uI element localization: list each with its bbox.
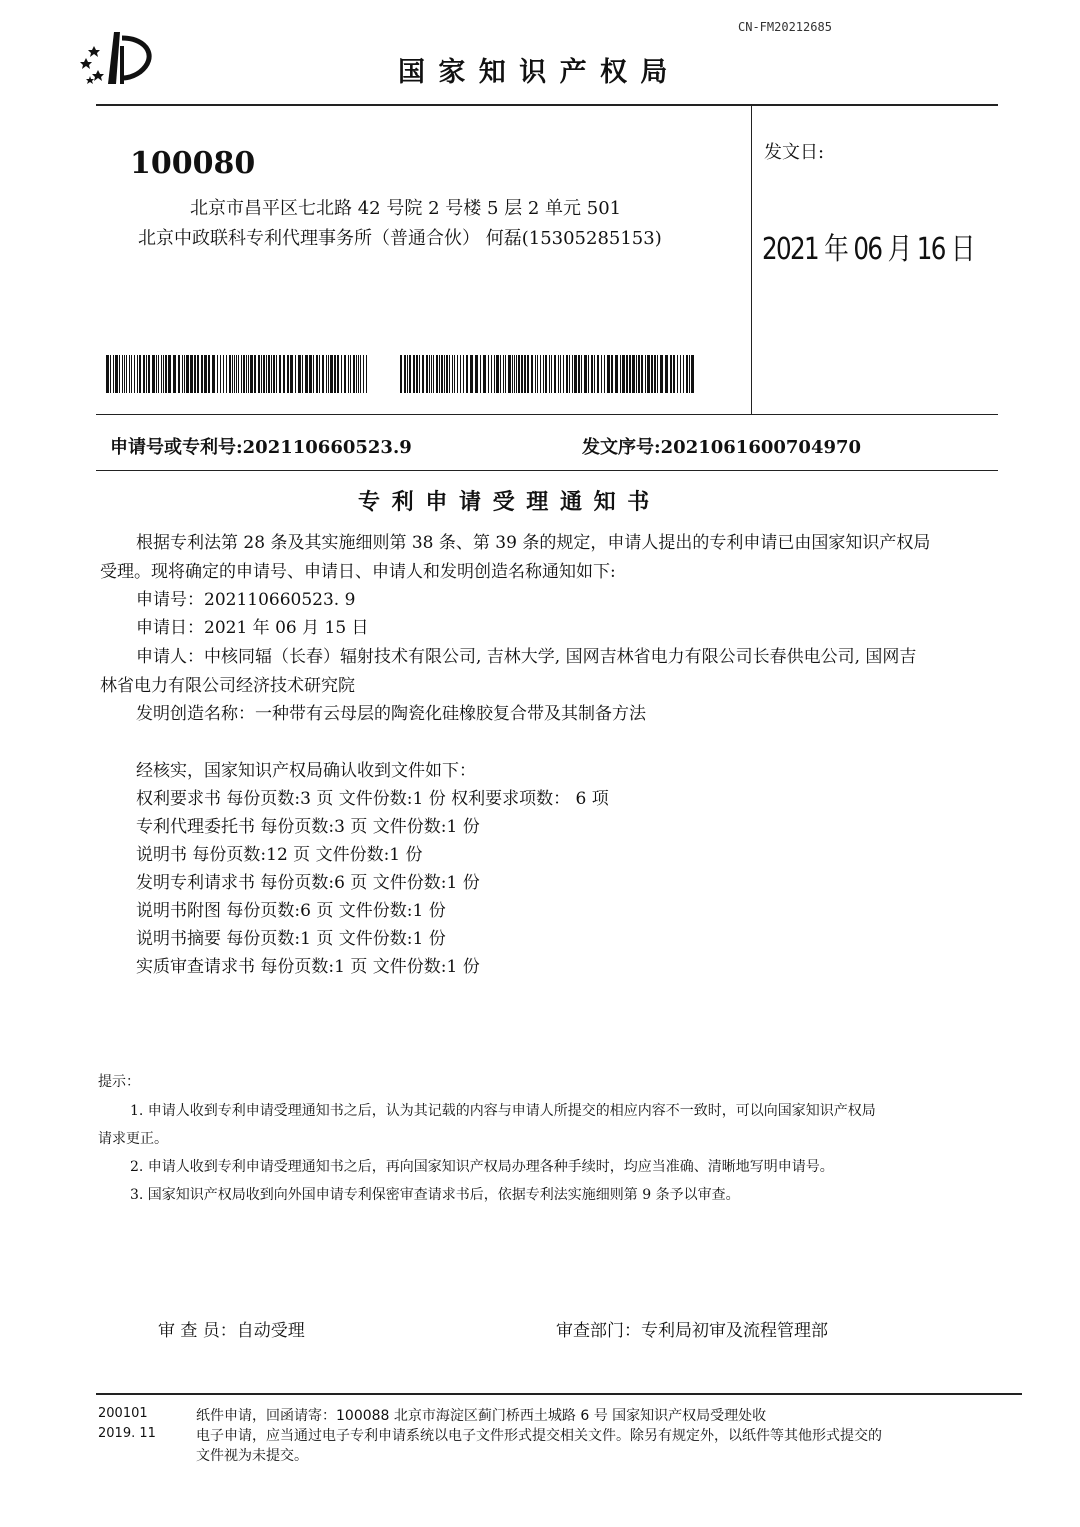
barcode-stripe [279, 355, 281, 393]
barcode-stripe [413, 355, 415, 393]
barcode-stripe [122, 355, 123, 393]
barcode-left [106, 355, 368, 393]
barcode-stripe [657, 355, 658, 393]
barcode-stripe [488, 355, 489, 393]
barcode-stripe [566, 355, 568, 393]
barcode-stripe [407, 355, 408, 393]
barcode-stripe [545, 355, 547, 393]
tip-1-line-1: 1. 申请人收到专利申请受理通知书之后，认为其记载的内容与申请人所提交的相应内容不一致时，可以向国家知识产权局 [130, 1103, 876, 1119]
barcode-stripe [591, 355, 593, 393]
barcode-stripe [353, 355, 355, 393]
barcode-stripe [295, 355, 296, 393]
recipient-agency: 北京中政联科专利代理事务所（普通合伙） 何磊(15305285153) [138, 228, 662, 249]
barcode-stripe [466, 355, 468, 393]
invention-title-line: 发明创造名称：一种带有云母层的陶瓷化硅橡胶复合带及其制备方法 [136, 704, 646, 724]
barcode-stripe [558, 355, 559, 393]
barcode-stripe [660, 355, 663, 393]
barcode-stripe [322, 355, 324, 393]
barcode-stripe [271, 355, 272, 393]
barcode-stripe [535, 355, 536, 393]
barcode-stripe [641, 355, 643, 393]
barcode-stripe [238, 355, 239, 393]
barcode-stripe [454, 355, 455, 393]
barcode-stripe [208, 355, 210, 393]
barcode-stripe [578, 355, 580, 393]
file-item: 说明书附图 每份页数:6 页 文件份数:1 份 [136, 901, 446, 921]
barcode-stripe [204, 355, 207, 393]
barcode-stripe [182, 355, 183, 393]
barcode-stripe [236, 355, 237, 393]
barcode-stripe [243, 355, 245, 393]
barcode-stripe [178, 355, 180, 393]
file-item: 实质审查请求书 每份页数:1 页 文件份数:1 份 [136, 957, 480, 977]
file-item: 发明专利请求书 每份页数:6 页 文件份数:1 份 [136, 873, 480, 893]
barcode-stripe [328, 355, 329, 393]
barcode-stripe [651, 355, 653, 393]
barcode-stripe [597, 355, 599, 393]
barcode-stripe [516, 355, 517, 393]
barcode-stripe [152, 355, 155, 393]
header-column-divider [751, 106, 752, 415]
barcode-stripe [560, 355, 561, 393]
barcode-stripe [248, 355, 249, 393]
barcode-stripe [126, 355, 127, 393]
barcode-stripe [190, 355, 193, 393]
barcode-stripe [508, 355, 511, 393]
barcode-stripe [363, 355, 364, 393]
barcode-stripe [572, 355, 573, 393]
barcode-stripe [500, 355, 501, 393]
barcode-stripe [319, 355, 320, 393]
barcode-stripe [673, 355, 675, 393]
barcode-stripe [234, 355, 235, 393]
file-item: 说明书 每份页数:12 页 文件份数:1 份 [136, 845, 423, 865]
footer-code-2: 2019. 11 [98, 1426, 156, 1441]
barcode-stripe [680, 355, 681, 393]
barcode-stripe [250, 355, 253, 393]
barcode-stripe [645, 355, 646, 393]
barcode-stripe [480, 355, 481, 393]
barcode-stripe [441, 355, 443, 393]
barcode-stripe [283, 355, 285, 393]
department-line: 审查部门：专利局初审及流程管理部 [556, 1321, 828, 1341]
barcode-stripe [677, 355, 678, 393]
barcode-stripe [217, 355, 218, 393]
cnipa-logo-icon [78, 28, 168, 88]
barcode-stripe [460, 355, 461, 393]
barcode-stripe [266, 355, 267, 393]
barcode-stripe [494, 355, 495, 393]
footer-electronic-filing-cont: 文件视为未提交。 [196, 1448, 308, 1464]
barcode-stripe [356, 355, 357, 393]
barcode-stripe [607, 355, 610, 393]
barcode-stripe [194, 355, 196, 393]
barcode-stripe [223, 355, 224, 393]
barcode-stripe [246, 355, 247, 393]
barcode-stripe [341, 355, 342, 393]
tips-label: 提示： [98, 1074, 140, 1090]
barcode-stripe [665, 355, 668, 393]
barcode-stripe [404, 355, 406, 393]
barcode-stripe [290, 355, 293, 393]
barcode-stripe [611, 355, 613, 393]
barcode-stripe [601, 355, 602, 393]
barcode-stripe [212, 355, 215, 393]
file-item: 说明书摘要 每份页数:1 页 文件份数:1 份 [136, 929, 446, 949]
barcode-stripe [350, 355, 351, 393]
barcode-stripe [436, 355, 438, 393]
barcode-stripe [268, 355, 270, 393]
number-row-rule [96, 470, 998, 471]
barcode-stripe [131, 355, 132, 393]
barcode-stripe [584, 355, 587, 393]
barcode-stripe [276, 355, 277, 393]
footer-code-1: 200101 [98, 1406, 148, 1421]
barcode-stripe [168, 355, 171, 393]
barcode-stripe [670, 355, 672, 393]
barcode-stripe [148, 355, 150, 393]
barcode-stripe [457, 355, 458, 393]
barcode-stripe [563, 355, 564, 393]
postal-code: 100080 [130, 146, 256, 181]
application-number-row [110, 433, 412, 459]
barcode-stripe [604, 355, 605, 393]
barcode-stripe [452, 355, 453, 393]
barcode-stripe [263, 355, 265, 393]
barcode-stripe [629, 355, 631, 393]
barcode-stripe [686, 355, 688, 393]
barcode-stripe [201, 355, 203, 393]
file-item: 权利要求书 每份页数:3 页 文件份数:1 份 权利要求项数： 6 项 [136, 789, 609, 809]
application-number-label: 申请号或专利号: [110, 437, 243, 458]
office-name: 国 家 知 识 产 权 局 [398, 57, 670, 88]
barcode-stripe [581, 355, 582, 393]
barcode-stripe [446, 355, 448, 393]
barcode-stripe [537, 355, 538, 393]
serial-number-label: 发文序号: [582, 437, 661, 458]
barcode-stripe [647, 355, 650, 393]
header-rule [96, 104, 998, 106]
barcode-stripe [334, 355, 336, 393]
tip-3: 3. 国家知识产权局收到向外国申请专利保密审查请求书后，依据专利法实施细则第 9 条予以审查。 [130, 1187, 740, 1203]
tip-1-line-2: 请求更正。 [98, 1131, 168, 1147]
footer-electronic-filing: 电子申请，应当通过电子专利申请系统以电子文件形式提交相关文件。除另有规定外，以纸件等其他形式提交的 [196, 1428, 882, 1444]
confirm-line: 经核实，国家知识产权局确认收到文件如下： [136, 761, 476, 781]
serial-number-row [582, 433, 861, 459]
applicant-line-1: 申请人：中核同辐（长春）辐射技术有限公司, 吉林大学, 国网吉林省电力有限公司长春供电公司, 国网吉 [136, 647, 917, 667]
barcode-stripe [419, 355, 420, 393]
applicant-line-2: 林省电力有限公司经济技术研究院 [100, 676, 355, 696]
barcode-stripe [426, 355, 428, 393]
barcode-stripe [620, 355, 621, 393]
barcode-stripe [241, 355, 242, 393]
footer-paper-filing: 纸件申请，回函请寄：100088 北京市海淀区蓟门桥西土城路 6 号 国家知识产权局受理处收 [196, 1408, 767, 1424]
barcode-stripe [229, 355, 231, 393]
barcode-stripe [232, 355, 233, 393]
barcode-stripe [531, 355, 533, 393]
barcode-stripe [422, 355, 424, 393]
barcode-stripe [287, 355, 289, 393]
tip-2: 2. 申请人收到专利申请受理通知书之后，再向国家知识产权局办理各种手续时，均应当准确、清晰地写明申请号。 [130, 1159, 834, 1175]
barcode-stripe [626, 355, 628, 393]
barcode-stripe [574, 355, 577, 393]
barcode-stripe [444, 355, 445, 393]
barcode-stripe [309, 355, 312, 393]
form-code: CN-FM20212685 [738, 20, 832, 34]
barcode-stripe [226, 355, 227, 393]
barcode-stripe [261, 355, 262, 393]
barcode-stripe [549, 355, 550, 393]
barcode-stripe [483, 355, 486, 393]
recipient-address: 北京市昌平区七北路 42 号院 2 号楼 5 层 2 单元 501 [190, 198, 622, 219]
barcode-stripe [330, 355, 333, 393]
barcode-stripe [305, 355, 308, 393]
barcode-stripe [326, 355, 327, 393]
barcode-stripe [543, 355, 544, 393]
barcode-stripe [496, 355, 499, 393]
barcode-stripe [691, 355, 694, 393]
barcode-stripe [313, 355, 314, 393]
barcode-stripe [124, 355, 125, 393]
barcode-stripe [518, 355, 520, 393]
barcode-stripe [129, 355, 130, 393]
barcode-stripe [316, 355, 318, 393]
barcode-stripe [358, 355, 359, 393]
barcode-stripe [638, 355, 640, 393]
footer-rule [96, 1393, 1022, 1395]
barcode-stripe [503, 355, 504, 393]
barcode-stripe [554, 355, 556, 393]
barcode-stripe [449, 355, 450, 393]
serial-number: 2021061600704970 [660, 437, 862, 458]
notice-title: 专 利 申 请 受 理 通 知 书 [358, 490, 652, 515]
barcode-stripe [186, 355, 189, 393]
barcode-stripe [527, 355, 529, 393]
barcode-stripe [416, 355, 418, 393]
barcode-stripe [512, 355, 513, 393]
barcode-stripe [298, 355, 301, 393]
barcode-stripe [146, 355, 147, 393]
barcode-stripe [505, 355, 506, 393]
barcode-stripe [569, 355, 570, 393]
barcode-stripe [439, 355, 440, 393]
barcode-stripe [119, 355, 120, 393]
barcode-stripe [106, 355, 109, 393]
barcode-stripe [158, 355, 159, 393]
barcode-stripe [524, 355, 526, 393]
barcode-stripe [622, 355, 625, 393]
barcode-stripe [360, 355, 361, 393]
barcode-stripe [110, 355, 111, 393]
barcode-stripe [636, 355, 637, 393]
barcode-stripe [429, 355, 430, 393]
barcode-stripe [254, 355, 256, 393]
barcode-stripe [220, 355, 221, 393]
issue-date-label: 发文日: [764, 142, 825, 163]
barcode-stripe [409, 355, 411, 393]
examiner-line: 审 查 员：自动受理 [158, 1321, 305, 1341]
issue-date: 2021 年 06 月 16 日 [762, 232, 974, 267]
intro-line-1: 根据专利法第 28 条及其实施细则第 38 条、第 39 条的规定，申请人提出的专利申请已由国家知识产权局 [136, 533, 931, 553]
barcode-stripe [683, 355, 684, 393]
barcode-stripe [588, 355, 589, 393]
barcode-stripe [689, 355, 690, 393]
barcode-stripe [475, 355, 478, 393]
application-number: 202110660523.9 [242, 437, 412, 458]
barcode-stripe [654, 355, 656, 393]
barcode-stripe [197, 355, 199, 393]
barcode-stripe [173, 355, 176, 393]
barcode-stripe [632, 355, 635, 393]
application-number-line: 申请号：202110660523. 9 [136, 590, 356, 610]
barcode-stripe [139, 355, 141, 393]
barcode-stripe [344, 355, 346, 393]
barcode-stripe [433, 355, 434, 393]
barcode-stripe [143, 355, 145, 393]
barcode-stripe [337, 355, 339, 393]
barcode-stripe [163, 355, 164, 393]
barcode-stripe [463, 355, 464, 393]
barcode-stripe [594, 355, 595, 393]
barcode-stripe [273, 355, 275, 393]
barcode-stripe [302, 355, 303, 393]
barcode-stripe [134, 355, 135, 393]
barcode-stripe [540, 355, 541, 393]
barcode-stripe [156, 355, 157, 393]
address-block-rule [96, 414, 998, 415]
barcode-stripe [184, 355, 185, 393]
barcode-stripe [400, 355, 402, 393]
barcode-stripe [161, 355, 162, 393]
barcode-stripe [470, 355, 473, 393]
barcode-stripe [258, 355, 260, 393]
application-date-line: 申请日：2021 年 06 月 15 日 [136, 618, 369, 638]
barcode-stripe [514, 355, 515, 393]
barcode-stripe [366, 355, 367, 393]
file-item: 专利代理委托书 每份页数:3 页 文件份数:1 份 [136, 817, 480, 837]
barcode-stripe [348, 355, 349, 393]
barcode-stripe [115, 355, 118, 393]
barcode-stripe [431, 355, 432, 393]
barcode-stripe [521, 355, 523, 393]
barcode-stripe [551, 355, 552, 393]
barcode-stripe [137, 355, 138, 393]
barcode-stripe [165, 355, 167, 393]
barcode-stripe [615, 355, 618, 393]
intro-line-2: 受理。现将确定的申请号、申请日、申请人和发明创造名称通知如下: [100, 562, 616, 582]
barcode-right [400, 355, 694, 393]
barcode-stripe [491, 355, 492, 393]
barcode-stripe [113, 355, 114, 393]
